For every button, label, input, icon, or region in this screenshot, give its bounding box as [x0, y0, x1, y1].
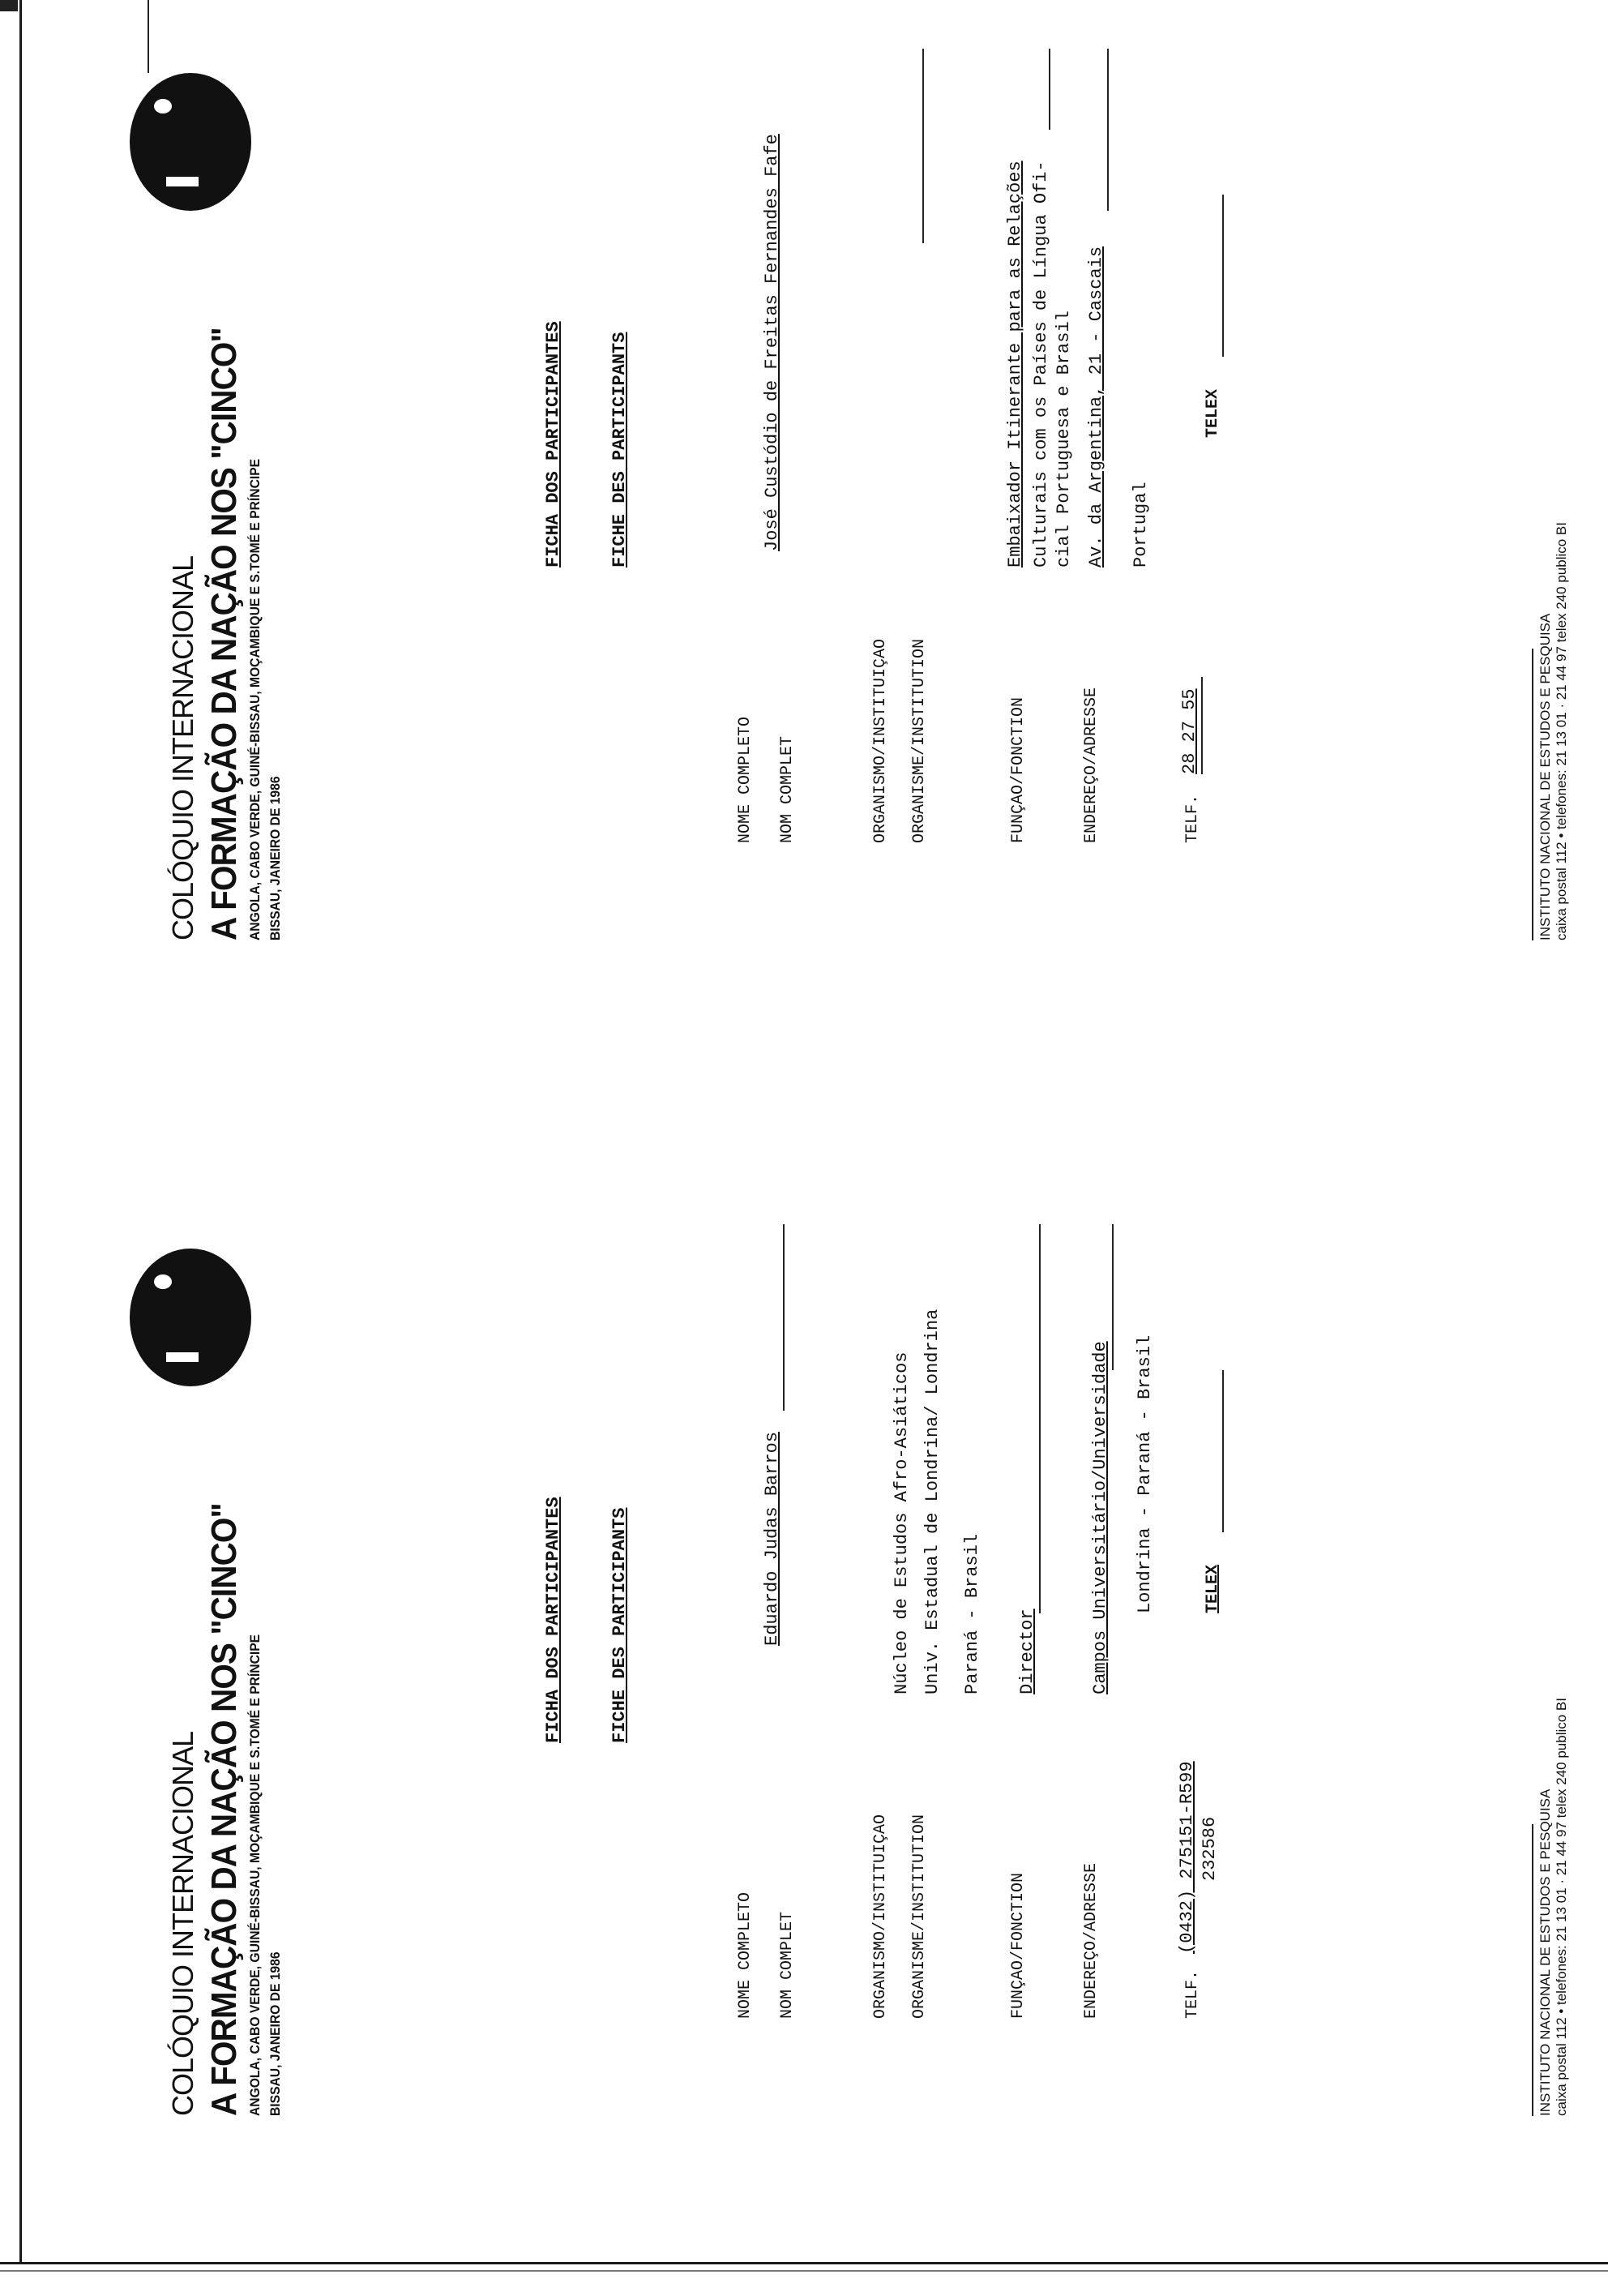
footer-rule — [1532, 1824, 1533, 2116]
value-organismo-3: Paraná - Brasil — [962, 1533, 982, 1694]
form-title-pt: FICHA DOS PARTICIPANTES — [543, 321, 563, 568]
value-funcao-2: Culturais com os Países de Língua Ofi- — [1031, 161, 1051, 568]
value-endereco-2: Londrina - Paraná - Brasil — [1135, 1334, 1155, 1613]
value-telf: 28 27 55 — [1179, 688, 1200, 774]
value-telf-1: (0432) 275151-R599 — [1177, 1761, 1197, 1954]
colloquium-title: A FORMAÇÃO DA NAÇÃO NOS "CINCO" — [204, 328, 244, 940]
countries-line: ANGOLA, CABO VERDE, GUINÉ-BISSAU, MOÇAMBIQUE E S.TOMÉ E PRÍNCIPE — [247, 458, 263, 940]
place-date: BISSAU, JANEIRO DE 1986 — [267, 1951, 283, 2116]
label-telf: TELF. — [1183, 1969, 1202, 2019]
footer-contact: caixa postal 112 • telefones: 21 13 01 · 21 44 97 telex 240 publico BI — [1554, 1698, 1569, 2116]
label-nom: NOM COMPLET — [778, 1911, 797, 2019]
field-line-endereco — [1112, 1224, 1114, 1370]
label-funcao: FUNÇAO/FONCTION — [1009, 696, 1028, 843]
value-endereco-1: Av. da Argentina, 21 - Cascais — [1086, 246, 1106, 568]
scan-mark — [0, 0, 18, 11]
label-organismo-fr: ORGANISME/INSTITUTION — [910, 1814, 929, 2019]
footer-institute: INSTITUTO NACIONAL DE ESTUDOS E PESQUISA — [1537, 613, 1553, 940]
colloquium-title: A FORMAÇÃO DA NAÇÃO NOS "CINCO" — [204, 1503, 244, 2116]
label-organismo-pt: ORGANISMO/INSTITUIÇAO — [871, 1814, 890, 2019]
label-nome: NOME COMPLETO — [736, 1891, 755, 2019]
countries-line: ANGOLA, CABO VERDE, GUINÉ-BISSAU, MOÇAMBIQUE E S.TOMÉ E PRÍNCIPE — [247, 1634, 263, 2116]
field-line-endereco — [1107, 49, 1109, 211]
field-line-funcao — [1039, 1224, 1041, 1613]
field-line-telex — [1222, 1370, 1224, 1532]
label-telex: TELEX — [1204, 388, 1222, 438]
value-endereco-2: Portugal — [1131, 482, 1151, 568]
place-date: BISSAU, JANEIRO DE 1986 — [267, 776, 283, 940]
colloquium-label: COLÓQUIO INTERNACIONAL — [166, 555, 199, 940]
form-title-pt: FICHA DOS PARTICIPANTES — [543, 1497, 563, 1743]
field-line-telf — [1201, 677, 1203, 774]
form-title-fr: FICHE DES PARTICIPANTS — [609, 1507, 630, 1743]
form-2-rotated — [0, 16, 1608, 1086]
label-organismo-pt: ORGANISMO/INSTITUIÇAO — [871, 638, 890, 843]
form-1-rotated — [0, 1192, 1608, 2262]
label-telf: TELF. — [1183, 794, 1202, 843]
scan-edge-bottom-faint — [0, 2270, 1608, 2272]
participant-form-2 — [0, 16, 1608, 1086]
scan-edge-bottom — [0, 2262, 1608, 2264]
colloquium-label: COLÓQUIO INTERNACIONAL — [166, 1731, 199, 2116]
value-organismo-1: Núcleo de Estudos Afro-Asiáticos — [892, 1351, 912, 1694]
colloquium-logo — [130, 73, 251, 211]
participant-form-1 — [0, 1192, 1608, 2262]
value-funcao-1: Embaixador Itinerante para as Relações — [1005, 161, 1025, 568]
field-line-telex — [1222, 195, 1224, 357]
field-line-funcao — [1049, 49, 1050, 130]
value-nome: José Custódio de Freitas Fernandes Fafe — [762, 134, 782, 551]
value-organismo-2: Univ. Estadual de Londrina/ Londrina — [922, 1309, 943, 1694]
label-endereco: ENDEREÇO/ADRESSE — [1082, 687, 1101, 843]
value-endereco-1: Campos Universitário/Universidade — [1090, 1341, 1110, 1694]
colloquium-logo — [130, 1249, 251, 1386]
footer-institute: INSTITUTO NACIONAL DE ESTUDOS E PESQUISA — [1537, 1788, 1553, 2116]
value-funcao-3: cial Portuguesa e Brasil — [1054, 311, 1074, 568]
label-nome: NOME COMPLETO — [736, 716, 755, 843]
label-endereco: ENDEREÇO/ADRESSE — [1082, 1862, 1101, 2019]
label-organismo-fr: ORGANISME/INSTITUTION — [910, 638, 929, 843]
header-rule — [148, 0, 149, 73]
form-title-fr: FICHE DES PARTICIPANTS — [609, 332, 630, 568]
label-telex: TELEX — [1204, 1564, 1222, 1613]
field-line-organismo — [922, 49, 924, 243]
value-nome: Eduardo Judas Barros — [762, 1431, 782, 1646]
label-nom: NOM COMPLET — [778, 735, 797, 843]
value-telf-2: 232586 — [1200, 1816, 1220, 1881]
label-funcao: FUNÇAO/FONCTION — [1009, 1872, 1028, 2019]
footer-contact: caixa postal 112 • telefones: 21 13 01 · 21 44 97 telex 240 publico BI — [1554, 522, 1569, 940]
value-funcao: Director — [1017, 1608, 1037, 1694]
field-line-nome — [783, 1224, 785, 1411]
footer-rule — [1532, 649, 1533, 940]
